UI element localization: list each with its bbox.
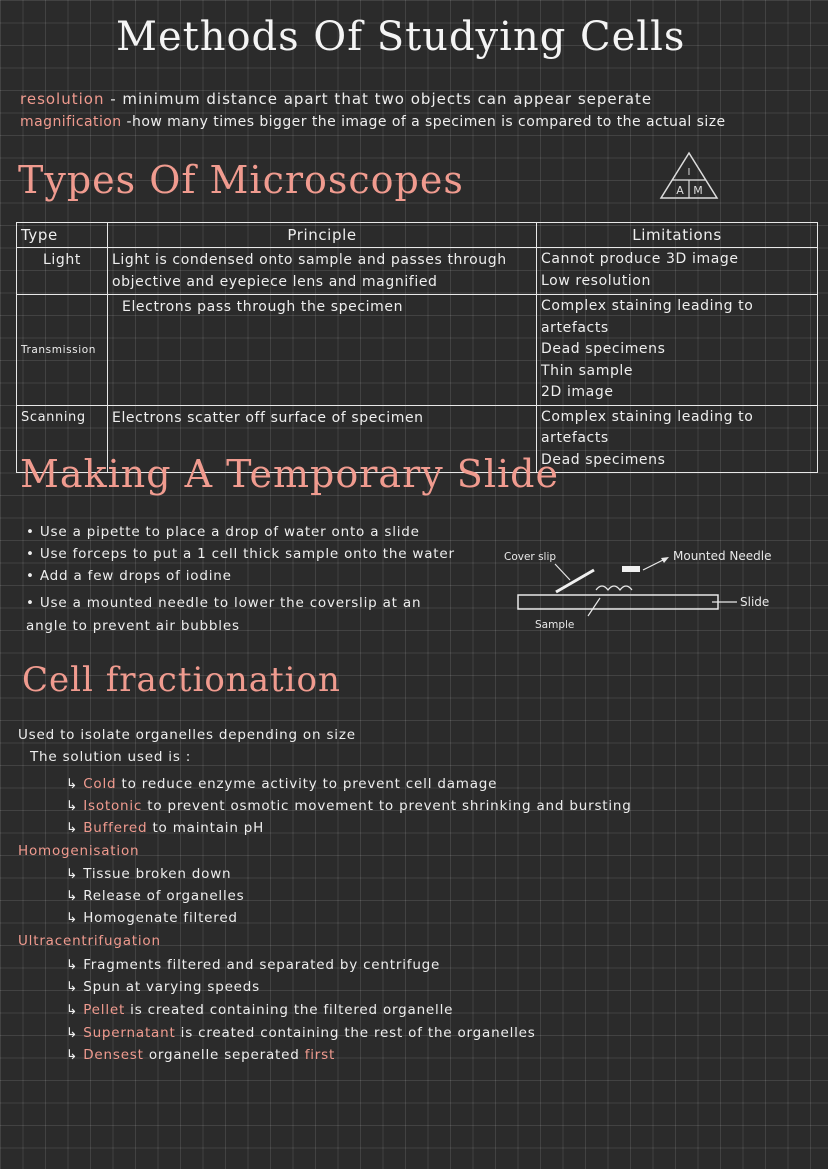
limitation: Cannot produce 3D image [541,251,739,267]
limitation: Complex staining leading to artefacts [541,298,754,336]
homogenisation-title: Homogenisation [18,843,140,859]
label-sample: Sample [535,619,575,631]
ultra-step [66,1047,335,1063]
slide-heading: Making A Temporary Slide [20,452,559,496]
ultra-key: Pellet [83,1002,126,1018]
homogenisation-step: ↳ Homogenate filtered [66,910,238,926]
magnification-triangle-icon [658,150,720,202]
term-resolution: resolution [20,90,105,108]
definition-text: - minimum distance apart that two objects can appear seperate [110,90,653,108]
intro-line: The solution used is : [30,749,192,765]
fractionation-heading: Cell fractionation [22,660,341,700]
triangle-top-label: I [687,167,691,178]
label-slide: Slide [740,595,770,609]
limitation: Thin sample [541,362,634,379]
solution-item [66,820,264,836]
triangle-right-label: M [693,184,703,197]
table-header-row [17,223,818,248]
solution-item [66,798,632,814]
sample-shape [596,586,632,590]
mounted-needle-shape [622,566,640,572]
definition-magnification [20,114,726,130]
cell-principle: Electrons pass through the specimen [108,295,537,406]
solution-text: to reduce enzyme activity to prevent cell damage [121,776,498,792]
definition-resolution [20,90,652,108]
limitation: Dead specimens [541,451,666,468]
ultra-tail: first [304,1047,336,1063]
limitation: Dead specimens [541,341,666,357]
cell-principle: Electrons scatter off surface of specimen [108,405,537,473]
table-row [17,248,818,295]
solution-key: Cold [83,776,117,792]
cell-type: Transmission [17,295,108,406]
cell-limitations [537,295,818,406]
ultra-text: is created containing the filtered organelle [130,1002,454,1018]
ultra-key: Densest [83,1047,144,1063]
page-title: Methods Of Studying Cells [116,14,686,60]
header-principle: Principle [108,223,537,248]
slide-step: • Use a pipette to place a drop of water onto a slide [26,524,420,540]
ultra-key: Supernatant [83,1025,176,1041]
slide-step: • Use a mounted needle to lower the coverslip at an angle to prevent air bubbles [26,592,446,638]
solution-text: to maintain pH [152,820,265,836]
label-mounted-needle: Mounted Needle [673,549,772,563]
slide-step: • Add a few drops of iodine [26,568,232,584]
types-heading: Types Of Microscopes [18,158,464,202]
intro-line: Used to isolate organelles depending on size [18,727,356,743]
limitation: 2D image [541,384,614,400]
solution-item [66,776,497,792]
homogenisation-step: ↳ Tissue broken down [66,866,231,882]
solution-text: to prevent osmotic movement to prevent shrinking and bursting [147,798,632,814]
triangle-left-label: A [676,184,684,197]
cell-principle: Light is condensed onto sample and passes through objective and eyepiece lens and magnified [108,248,537,295]
limitation: Low resolution [541,272,651,289]
cell-type: Light [17,248,108,295]
header-type: Type [17,223,108,248]
header-limitations: Limitations [537,223,818,248]
definition-text: -how many times bigger the image of a specimen is compared to the actual size [126,114,726,130]
microscopes-table [16,222,818,473]
limitation: Complex staining leading to artefacts [541,408,754,446]
ultra-step: ↳ Spun at varying speeds [66,979,260,995]
slide-rect [518,595,718,609]
homogenisation-step: ↳ Release of organelles [66,888,244,904]
label-cover-slip: Cover slip [504,551,557,563]
ultracentrifugation-title: Ultracentrifugation [18,933,161,949]
ultra-step [66,1002,453,1018]
term-magnification: magnification [20,114,122,130]
cell-type: Scanning [17,405,108,473]
slide-step: • Use forceps to put a 1 cell thick sample onto the water [26,546,455,562]
coverslip-line [556,570,594,592]
cell-limitations [537,405,818,473]
ultra-text: is created containing the rest of the organelles [180,1025,536,1041]
ultra-text: organelle seperated [148,1047,300,1063]
table-row [17,295,818,406]
ultra-step: ↳ Fragments filtered and separated by centrifuge [66,957,440,973]
solution-key: Buffered [83,820,148,836]
solution-key: Isotonic [83,798,143,814]
cell-limitations [537,248,818,295]
slide-diagram [500,540,820,640]
ultra-step [66,1025,536,1041]
